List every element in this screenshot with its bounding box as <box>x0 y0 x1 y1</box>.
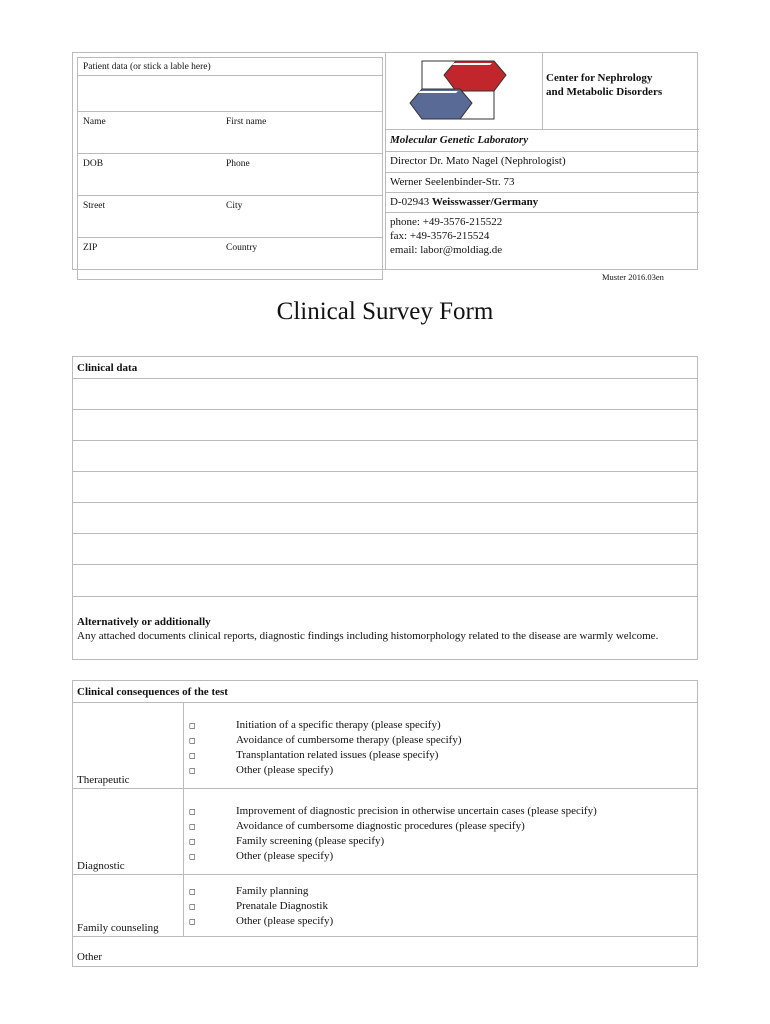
family-counseling-label: Family counseling <box>77 922 159 934</box>
logo <box>386 53 543 130</box>
form-version: Muster 2016.03en <box>602 272 664 282</box>
patient-data-title: Patient data (or stick a lable here) <box>78 58 382 76</box>
attachments-text: Any attached documents clinical reports, diagnostic findings including histomorphology related to the disease are warmly welcome. <box>77 630 659 642</box>
family-counseling-section <box>73 875 697 937</box>
center-info <box>385 53 699 269</box>
first-name-label: First name <box>226 117 267 127</box>
option-prenatal-diagnostics[interactable]: ◻ Prenatale Diagnostik <box>189 900 328 912</box>
fax-number: fax: +49-3576-215524 <box>390 230 490 242</box>
letterhead <box>72 52 698 270</box>
option-therapeutic-other[interactable]: ◻ Other (please specify) <box>189 764 334 776</box>
patient-row[interactable] <box>78 196 382 238</box>
lab-name: Molecular Genetic Laboratory <box>386 129 699 151</box>
clinical-data-table <box>72 356 698 660</box>
email-address[interactable]: email: labor@moldiag.de <box>390 244 503 256</box>
alternatively-heading: Alternatively or additionally <box>77 616 211 628</box>
name-label: Name <box>83 117 106 127</box>
clinical-data-line[interactable] <box>73 472 697 503</box>
checkbox-icon[interactable]: ◻ <box>189 917 196 926</box>
city-label: City <box>226 201 243 211</box>
attachments-note <box>73 597 697 643</box>
option-specific-therapy[interactable]: ◻ Initiation of a specific therapy (please specify) <box>189 719 441 731</box>
other-section[interactable] <box>73 937 697 967</box>
other-label: Other <box>77 951 103 963</box>
clinical-consequences-table <box>72 680 698 967</box>
clinical-data-line[interactable] <box>73 565 697 597</box>
city-address: D-02943 Weisswasser/Germany <box>386 192 699 212</box>
checkbox-icon[interactable]: ◻ <box>189 852 196 861</box>
consequences-heading: Clinical consequences of the test <box>73 681 697 703</box>
checkbox-icon[interactable]: ◻ <box>189 736 196 745</box>
patient-label-area[interactable] <box>78 76 382 112</box>
checkbox-icon[interactable]: ◻ <box>189 902 196 911</box>
checkbox-icon[interactable]: ◻ <box>189 721 196 730</box>
director: Director Dr. Mato Nagel (Nephrologist) <box>386 151 699 172</box>
checkbox-icon[interactable]: ◻ <box>189 766 196 775</box>
diagnostic-label: Diagnostic <box>77 860 125 872</box>
checkbox-icon[interactable]: ◻ <box>189 887 196 896</box>
clinical-data-line[interactable] <box>73 379 697 410</box>
patient-row[interactable] <box>78 238 382 279</box>
hexagon-logo-icon <box>386 53 542 129</box>
option-diagnostic-precision[interactable]: ◻ Improvement of diagnostic precision in otherwise uncertain cases (please specify) <box>189 805 597 817</box>
checkbox-icon[interactable]: ◻ <box>189 822 196 831</box>
patient-row[interactable] <box>78 154 382 196</box>
diagnostic-section <box>73 789 697 875</box>
checkbox-icon[interactable]: ◻ <box>189 837 196 846</box>
street-address: Werner Seelenbinder-Str. 73 <box>386 172 699 192</box>
clinical-data-line[interactable] <box>73 503 697 534</box>
option-avoid-procedures[interactable]: ◻ Avoidance of cumbersome diagnostic procedures (please specify) <box>189 820 525 832</box>
checkbox-icon[interactable]: ◻ <box>189 751 196 760</box>
page-title: Clinical Survey Form <box>276 298 494 325</box>
contact-details <box>390 215 502 257</box>
therapeutic-section <box>73 703 697 789</box>
patient-row[interactable] <box>78 112 382 154</box>
clinical-data-line[interactable] <box>73 441 697 472</box>
street-label: Street <box>83 201 106 211</box>
option-family-planning[interactable]: ◻ Family planning <box>189 885 309 897</box>
option-family-screening[interactable]: ◻ Family screening (please specify) <box>189 835 385 847</box>
clinical-data-line[interactable] <box>73 410 697 441</box>
phone-label: Phone <box>226 159 250 169</box>
therapeutic-label: Therapeutic <box>77 774 130 786</box>
clinical-data-line[interactable] <box>73 534 697 565</box>
dob-label: DOB <box>83 159 104 169</box>
clinical-data-heading: Clinical data <box>73 357 697 379</box>
option-family-other[interactable]: ◻ Other (please specify) <box>189 915 334 927</box>
option-avoid-therapy[interactable]: ◻ Avoidance of cumbersome therapy (please specify) <box>189 734 462 746</box>
option-diagnostic-other[interactable]: ◻ Other (please specify) <box>189 850 334 862</box>
phone-number: phone: +49-3576-215522 <box>390 216 503 228</box>
center-name: Center for Nephrology and Metabolic Disorders <box>546 72 663 98</box>
patient-data-box <box>77 57 383 280</box>
checkbox-icon[interactable]: ◻ <box>189 807 196 816</box>
country-label: Country <box>226 243 258 253</box>
zip-label: ZIP <box>83 243 98 253</box>
option-transplantation[interactable]: ◻ Transplantation related issues (please specify) <box>189 749 439 761</box>
